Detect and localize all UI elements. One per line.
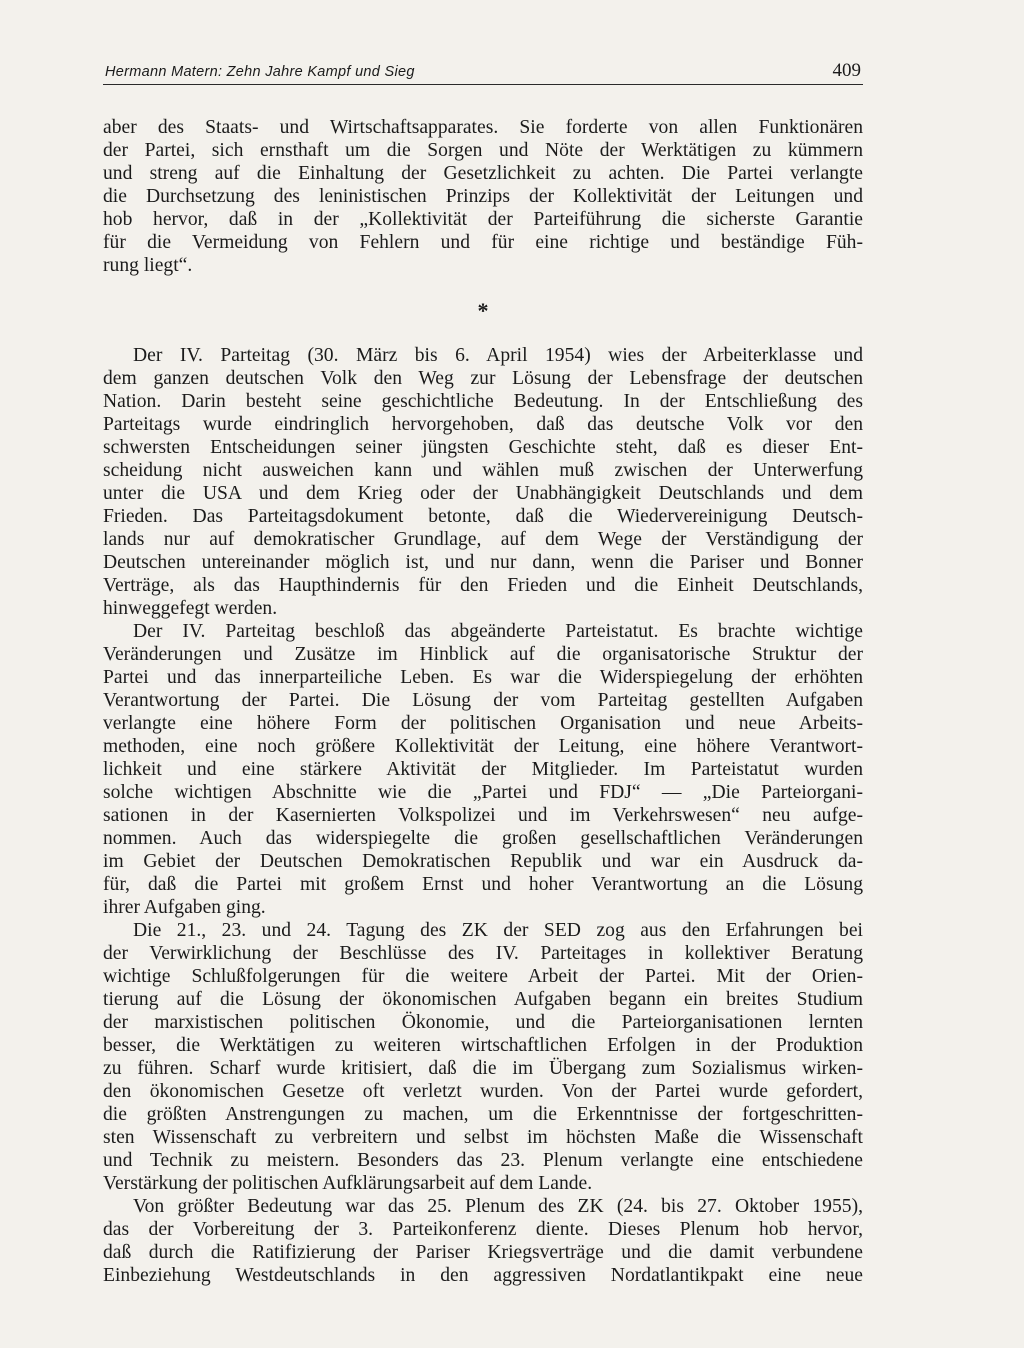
text-line: der Verwirklichung der Beschlüsse des IV. Parteitages in kollektiver Beratung — [103, 943, 863, 964]
text-line: Einbeziehung Westdeutschlands in den aggressiven Nordatlantikpakt eine neue — [103, 1265, 863, 1286]
paragraph-2 — [103, 344, 863, 620]
text-line: aber des Staats- und Wirtschaftsapparates. Sie forderte von allen Funktionären — [103, 117, 863, 138]
running-head — [103, 62, 863, 85]
paragraph-5 — [103, 1195, 863, 1287]
text-line: rung liegt“. — [103, 255, 193, 276]
text-line: die größten Anstrengungen zu machen, um die Erkenntnisse der fortgeschritten- — [103, 1104, 863, 1125]
text-line: Veränderungen und Zusätze im Hinblick auf die organisatorische Struktur der — [103, 644, 863, 665]
text-line: Der IV. Parteitag beschloß das abgeänderte Parteistatut. Es brachte wichtige — [133, 621, 863, 642]
text-line: Parteitags wurde eindringlich hervorgehoben, daß das deutsche Volk vor den — [103, 414, 863, 435]
text-line: den ökonomischen Gesetze oft verletzt wurden. Von der Partei wurde gefordert, — [103, 1081, 863, 1102]
text-line: lands nur auf demokratischer Grundlage, auf dem Wege der Verständigung der — [103, 529, 863, 550]
paragraph-3 — [103, 620, 863, 919]
text-line: nommen. Auch das widerspiegelte die großen gesellschaftlichen Veränderungen — [103, 828, 863, 849]
text-line: der marxistischen politischen Ökonomie, und die Parteiorganisationen lernten — [103, 1012, 863, 1033]
paragraph-1 — [103, 116, 863, 277]
text-line: Verstärkung der politischen Aufklärungsarbeit auf dem Lande. — [103, 1173, 593, 1194]
text-line: die Durchsetzung des leninistischen Prinzips der Kollektivität der Leitungen und — [103, 186, 863, 207]
text-line: schwersten Entscheidungen seiner jüngsten Geschichte steht, daß es dieser Ent- — [103, 437, 863, 458]
body-text — [103, 116, 863, 1287]
text-line: ihrer Aufgaben ging. — [103, 897, 266, 918]
text-line: Nation. Darin besteht seine geschichtliche Bedeutung. In der Entschließung des — [103, 391, 863, 412]
text-line: Verträge, als das Haupthindernis für den Frieden und die Einheit Deutschlands, — [103, 575, 863, 596]
running-title: Hermann Matern: Zehn Jahre Kampf und Sieg — [105, 64, 415, 80]
text-line: besser, die Werktätigen zu weiteren wirtschaftlichen Erfolgen in der Produktion — [103, 1035, 863, 1056]
page-number: 409 — [832, 60, 861, 81]
text-line: lichkeit und eine stärkere Aktivität der Mitglieder. Im Parteistatut wurden — [103, 759, 863, 780]
text-line: Partei und das innerparteiliche Leben. Es war die Widerspiegelung der erhöhten — [103, 667, 863, 688]
text-line: unter die USA und dem Krieg oder der Unabhängigkeit Deutschlands und dem — [103, 483, 863, 504]
text-line: sationen in der Kasernierten Volkspolizei und im Verkehrswesen“ neu aufge- — [103, 805, 863, 826]
text-line: und streng auf die Einhaltung der Gesetzlichkeit zu achten. Die Partei verlangte — [103, 163, 863, 184]
text-line: hob hervor, daß in der „Kollektivität der Parteiführung die sicherste Garantie — [103, 209, 863, 230]
text-line: das der Vorbereitung der 3. Parteikonferenz diente. Dieses Plenum hob hervor, — [103, 1219, 863, 1240]
text-line: für, daß die Partei mit großem Ernst und hoher Verantwortung an die Lösung — [103, 874, 863, 895]
text-line: dem ganzen deutschen Volk den Weg zur Lösung der Lebensfrage der deutschen — [103, 368, 863, 389]
text-line: methoden, eine noch größere Kollektivität der Leitung, eine höhere Verantwort- — [103, 736, 863, 757]
paragraph-4 — [103, 919, 863, 1195]
text-line: der Partei, sich ernsthaft um die Sorgen und Nöte der Werktätigen zu kümmern — [103, 140, 863, 161]
text-line: daß durch die Ratifizierung der Pariser Kriegsverträge und die damit verbundene — [103, 1242, 863, 1263]
text-line: scheidung nicht ausweichen kann und wählen muß zwischen der Unterwerfung — [103, 460, 863, 481]
text-line: Die 21., 23. und 24. Tagung des ZK der SED zog aus den Erfahrungen bei — [133, 920, 863, 941]
text-line: verlangte eine höhere Form der politischen Organisation und neue Arbeits- — [103, 713, 863, 734]
text-line: Deutschen untereinander möglich ist, und nur dann, wenn die Pariser und Bonner — [103, 552, 863, 573]
text-line: Von größter Bedeutung war das 25. Plenum des ZK (24. bis 27. Oktober 1955), — [133, 1196, 863, 1217]
text-line: solche wichtigen Abschnitte wie die „Partei und FDJ“ — „Die Parteiorgani- — [103, 782, 863, 803]
text-line: wichtige Schlußfolgerungen für die weitere Arbeit der Partei. Mit der Orien- — [103, 966, 863, 987]
text-line: tierung auf die Lösung der ökonomischen Aufgaben begann ein breites Studium — [103, 989, 863, 1010]
section-separator: * — [477, 298, 489, 323]
text-line: Frieden. Das Parteitagsdokument betonte, daß die Wiedervereinigung Deutsch- — [103, 506, 863, 527]
text-line: zu führen. Scharf wurde kritisiert, daß die im Übergang zum Sozialismus wirken- — [103, 1058, 863, 1079]
text-line: Der IV. Parteitag (30. März bis 6. April 1954) wies der Arbeiterklasse und — [133, 345, 863, 366]
text-line: und Technik zu meistern. Besonders das 23. Plenum verlangte eine entschiedene — [103, 1150, 863, 1171]
text-line: im Gebiet der Deutschen Demokratischen Republik und war ein Ausdruck da- — [103, 851, 863, 872]
text-line: für die Vermeidung von Fehlern und für eine richtige und beständige Füh- — [103, 232, 863, 253]
text-line: hinweggefegt werden. — [103, 598, 278, 619]
text-line: Verantwortung der Partei. Die Lösung der vom Parteitag gestellten Aufgaben — [103, 690, 863, 711]
text-line: sten Wissenschaft zu verbreitern und selbst im höchsten Maße die Wissenschaft — [103, 1127, 863, 1148]
